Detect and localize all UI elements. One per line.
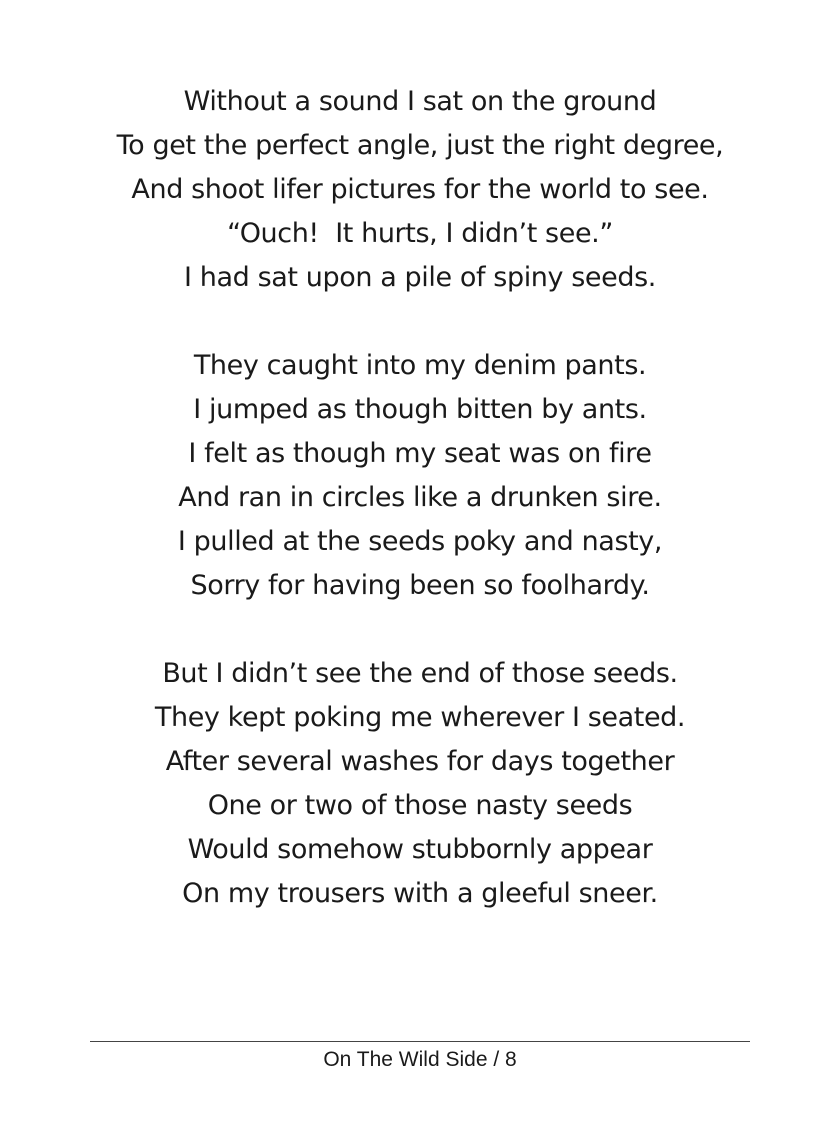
page-footer: On The Wild Side / 8 — [323, 1048, 517, 1071]
poem-line: They caught into my denim pants. — [193, 350, 647, 381]
poem-line: I jumped as though bitten by ants. — [193, 394, 647, 425]
footer-divider — [90, 1041, 750, 1042]
stanza-2 — [0, 344, 840, 608]
stanza-1 — [0, 80, 840, 300]
poem-line: I felt as though my seat was on fire — [188, 438, 652, 469]
poem-line: One or two of those nasty seeds — [207, 790, 633, 821]
poem-line: “Ouch! It hurts, I didn’t see.” — [227, 218, 613, 249]
poem-line: Would somehow stubbornly appear — [187, 834, 653, 865]
stanza-3 — [0, 652, 840, 916]
poem-line: They kept poking me wherever I seated. — [154, 702, 686, 733]
poem-line: To get the perfect angle, just the right degree, — [116, 130, 724, 161]
poem-line: Sorry for having been so foolhardy. — [190, 570, 650, 601]
poem-line: I pulled at the seeds poky and nasty, — [177, 526, 663, 557]
poem-line: Without a sound I sat on the ground — [183, 86, 657, 117]
poem-line: After several washes for days together — [165, 746, 675, 777]
poem-line: I had sat upon a pile of spiny seeds. — [184, 262, 656, 293]
poem-body — [0, 80, 840, 916]
poem-line: And ran in circles like a drunken sire. — [178, 482, 662, 513]
poem-line: But I didn’t see the end of those seeds. — [162, 658, 678, 689]
poem-line: On my trousers with a gleeful sneer. — [182, 878, 658, 909]
poem-line: And shoot lifer pictures for the world to see. — [131, 174, 709, 205]
